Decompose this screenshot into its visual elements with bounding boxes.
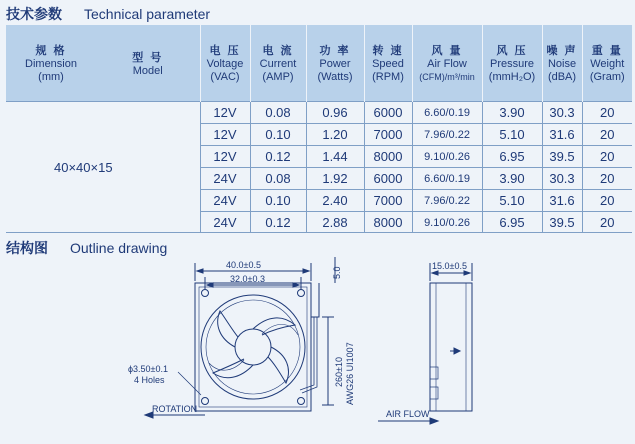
power-cell: 0.96: [306, 102, 364, 124]
speed-cell: 8000: [364, 146, 412, 168]
table-bottom-rule: [6, 232, 632, 233]
spec-table: [6, 25, 632, 233]
mount-hole: [202, 398, 209, 405]
airflow-cell: 6.60/0.19: [412, 168, 482, 190]
airflow-cell: 7.96/0.22: [412, 190, 482, 212]
outline-drawing: [0, 255, 635, 444]
header-voltage: 电 压 Voltage (VAC): [200, 25, 250, 102]
wire-spec-label: AWG26 UI1007: [345, 342, 355, 405]
mount-hole: [298, 290, 305, 297]
speed-cell: 6000: [364, 102, 412, 124]
speed-cell: 8000: [364, 212, 412, 234]
voltage-cell: 24V: [200, 190, 250, 212]
airflow-cell: 9.10/0.26: [412, 212, 482, 234]
mount-hole: [298, 398, 305, 405]
outline-title-cn: 结构图: [6, 240, 48, 256]
dim-depth-label: 15.0±0.5: [432, 261, 467, 271]
noise-cell: 31.6: [542, 124, 582, 146]
header-noise: 噪 声 Noise (dBA): [542, 25, 582, 102]
rotation-label: ROTATION: [152, 404, 198, 414]
header-dimension: 规 格 Dimension (mm): [6, 25, 96, 102]
power-cell: 2.88: [306, 212, 364, 234]
fan-front-frame: [195, 283, 311, 411]
table-row: [6, 102, 632, 124]
pressure-cell: 6.95: [482, 212, 542, 234]
current-cell: 0.08: [250, 102, 306, 124]
speed-cell: 7000: [364, 190, 412, 212]
header-speed: 转 速 Speed (RPM): [364, 25, 412, 102]
voltage-cell: 24V: [200, 212, 250, 234]
weight-cell: 20: [582, 168, 632, 190]
weight-cell: 20: [582, 102, 632, 124]
speed-cell: 7000: [364, 124, 412, 146]
power-cell: 1.92: [306, 168, 364, 190]
dimension-cell: 40×40×15: [6, 102, 200, 234]
pressure-cell: 5.10: [482, 190, 542, 212]
airflow-label: AIR FLOW: [386, 409, 430, 419]
pressure-cell: 5.10: [482, 124, 542, 146]
power-cell: 1.20: [306, 124, 364, 146]
technical-parameter-title: [6, 4, 210, 24]
noise-cell: 39.5: [542, 212, 582, 234]
lead-wire: [311, 283, 319, 317]
airflow-cell: 6.60/0.19: [412, 102, 482, 124]
power-cell: 1.44: [306, 146, 364, 168]
noise-cell: 30.3: [542, 168, 582, 190]
voltage-cell: 24V: [200, 168, 250, 190]
speed-cell: 6000: [364, 168, 412, 190]
voltage-cell: 12V: [200, 146, 250, 168]
current-cell: 0.10: [250, 124, 306, 146]
header-model: 型 号 Model: [96, 25, 200, 102]
hole-leader: [178, 372, 201, 395]
fan-ring: [201, 295, 305, 399]
noise-cell: 31.6: [542, 190, 582, 212]
hole-count-label: 4 Holes: [134, 375, 165, 385]
spec-header-row: [6, 25, 632, 102]
fan-blades: [209, 311, 298, 383]
voltage-cell: 12V: [200, 124, 250, 146]
dim-outer-label: 40.0±0.5: [226, 260, 261, 270]
power-cell: 2.40: [306, 190, 364, 212]
airflow-cell: 9.10/0.26: [412, 146, 482, 168]
hole-dia-label: ϕ3.50±0.1: [128, 364, 169, 374]
pressure-cell: 3.90: [482, 168, 542, 190]
fan-ring-inner: [206, 300, 300, 394]
weight-cell: 20: [582, 212, 632, 234]
header-power: 功 率 Power (Watts): [306, 25, 364, 102]
current-cell: 0.12: [250, 146, 306, 168]
technical-title-en: Technical parameter: [84, 6, 211, 22]
pressure-cell: 3.90: [482, 102, 542, 124]
weight-cell: 20: [582, 146, 632, 168]
weight-cell: 20: [582, 190, 632, 212]
noise-cell: 39.5: [542, 146, 582, 168]
mount-hole: [202, 290, 209, 297]
header-current: 电 流 Current (AMP): [250, 25, 306, 102]
technical-title-cn: 技术参数: [6, 6, 62, 22]
airflow-cell: 7.96/0.22: [412, 124, 482, 146]
outline-title-en: Outline drawing: [70, 240, 168, 256]
header-weight: 重 量 Weight (Gram): [582, 25, 632, 102]
voltage-cell: 12V: [200, 102, 250, 124]
header-pressure: 风 压 Pressure (mmH₂O): [482, 25, 542, 102]
fan-front-inner-frame: [199, 287, 307, 407]
fan-hub: [235, 329, 271, 365]
dim-lead-top-label: 5.0: [332, 266, 342, 279]
header-airflow: 风 量 Air Flow (CFM)/m³/min: [412, 25, 482, 102]
weight-cell: 20: [582, 124, 632, 146]
current-cell: 0.10: [250, 190, 306, 212]
current-cell: 0.08: [250, 168, 306, 190]
pressure-cell: 6.95: [482, 146, 542, 168]
current-cell: 0.12: [250, 212, 306, 234]
lead-length-label: 260±10: [334, 357, 344, 387]
noise-cell: 30.3: [542, 102, 582, 124]
dim-inner-label: 32.0±0.3: [230, 274, 265, 284]
